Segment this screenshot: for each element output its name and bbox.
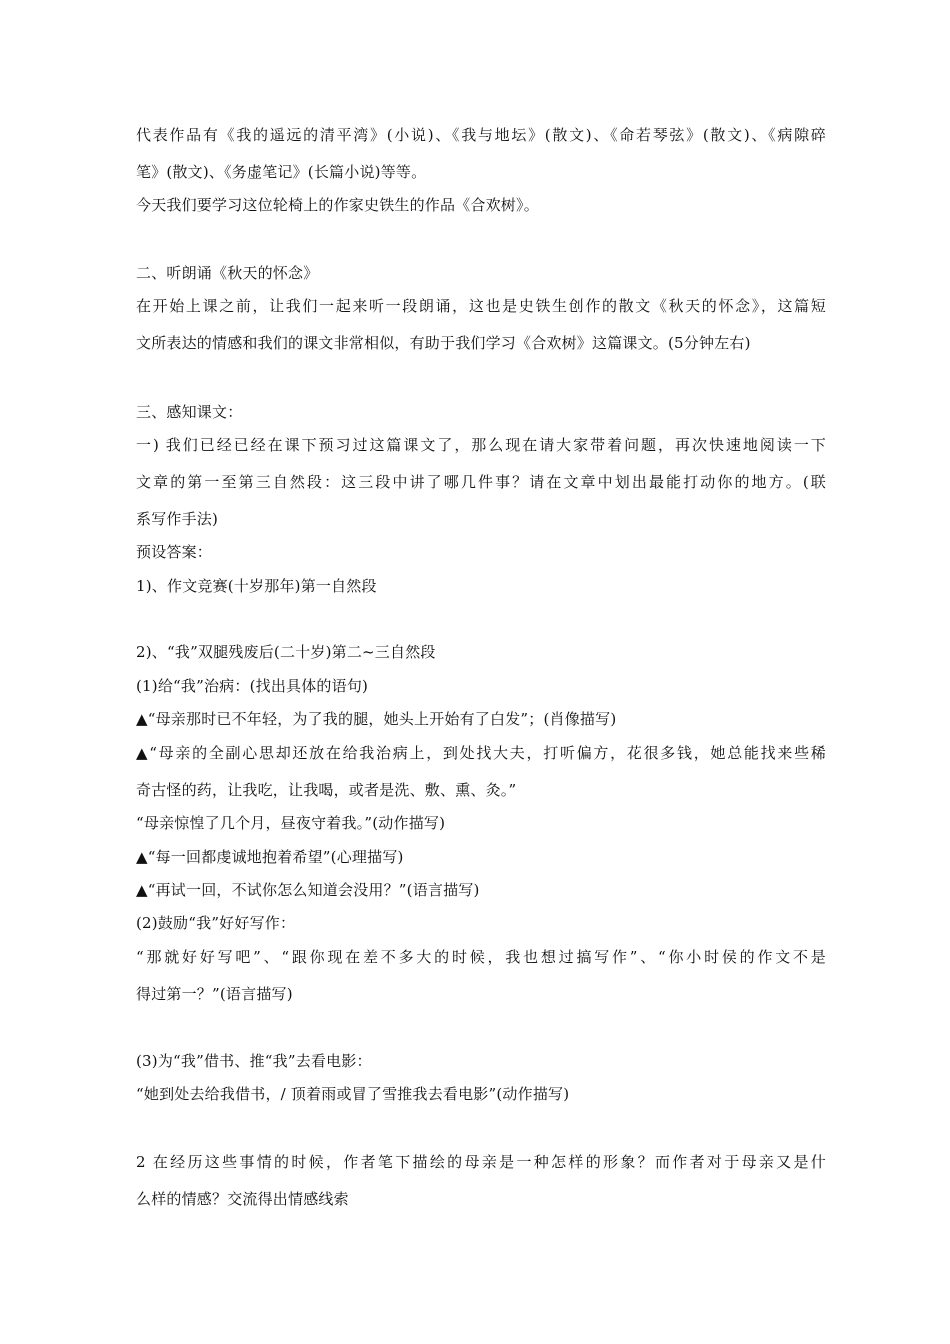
text-line: ▲“每一回都虔诚地抱着希望”(心理描写) [136, 848, 404, 866]
text-line: 2 在经历这些事情的时候，作者笔下描绘的母亲是一种怎样的形象？而作者对于母亲又是什 [136, 1153, 826, 1171]
text-line: (3)为“我”借书、推“我”去看电影： [136, 1052, 372, 1070]
text-line: 2)、“我”双腿残废后(二十岁)第二~三自然段 [136, 643, 436, 661]
text-line: (1)给“我”治病：(找出具体的语句) [136, 677, 369, 695]
text-line: 奇古怪的药，让我吃，让我喝，或者是洗、敷、熏、灸。” [136, 781, 517, 799]
text-line: 笔》(散文)、《务虚笔记》(长篇小说)等等。 [136, 163, 427, 181]
text-line: (2)鼓励“我”好好写作： [136, 914, 296, 932]
text-line: 文所表达的情感和我们的课文非常相似，有助于我们学习《合欢树》这篇课文。(5分钟左右) [136, 334, 751, 352]
text-line: 1)、作文竞赛(十岁那年)第一自然段 [136, 577, 377, 595]
text-line: 文章的第一至第三自然段：这三段中讲了哪几件事？请在文章中划出最能打动你的地方。(联 [136, 473, 826, 491]
text-line: ▲“母亲的全副心思却还放在给我治病上，到处找大夫，打听偏方，花很多钱，她总能找来些稀 [136, 744, 826, 762]
text-line: “母亲惊惶了几个月，昼夜守着我。”(动作描写) [136, 814, 446, 832]
text-line: ▲“母亲那时已不年轻，为了我的腿，她头上开始有了白发”；(肖像描写) [136, 710, 617, 728]
text-line: 系写作手法) [136, 510, 219, 528]
text-line: 代表作品有《我的遥远的清平湾》(小说)、《我与地坛》(散文)、《命若琴弦》(散文)、《病隙碎 [136, 126, 826, 144]
text-line: 么样的情感？交流得出情感线索 [136, 1190, 349, 1208]
text-line: “那就好好写吧”、“跟你现在差不多大的时候，我也想过搞写作”、“你小时侯的作文不是 [136, 948, 826, 966]
text-line: 一) 我们已经已经在课下预习过这篇课文了，那么现在请大家带着问题，再次快速地阅读一下 [136, 436, 826, 454]
section-heading: 三、感知课文： [136, 403, 243, 421]
text-line: ▲“再试一回，不试你怎么知道会没用？”(语言描写) [136, 881, 480, 899]
text-line: 得过第一？”(语言描写) [136, 985, 293, 1003]
text-line: 今天我们要学习这位轮椅上的作家史铁生的作品《合欢树》。 [136, 196, 539, 214]
text-line: “她到处去给我借书，/ 顶着雨或冒了雪推我去看电影”(动作描写) [136, 1085, 570, 1103]
text-line: 预设答案： [136, 543, 213, 561]
text-line: 在开始上课之前，让我们一起来听一段朗诵，这也是史铁生创作的散文《秋天的怀念》，这篇短 [136, 297, 826, 315]
section-heading: 二、听朗诵《秋天的怀念》 [136, 264, 319, 282]
